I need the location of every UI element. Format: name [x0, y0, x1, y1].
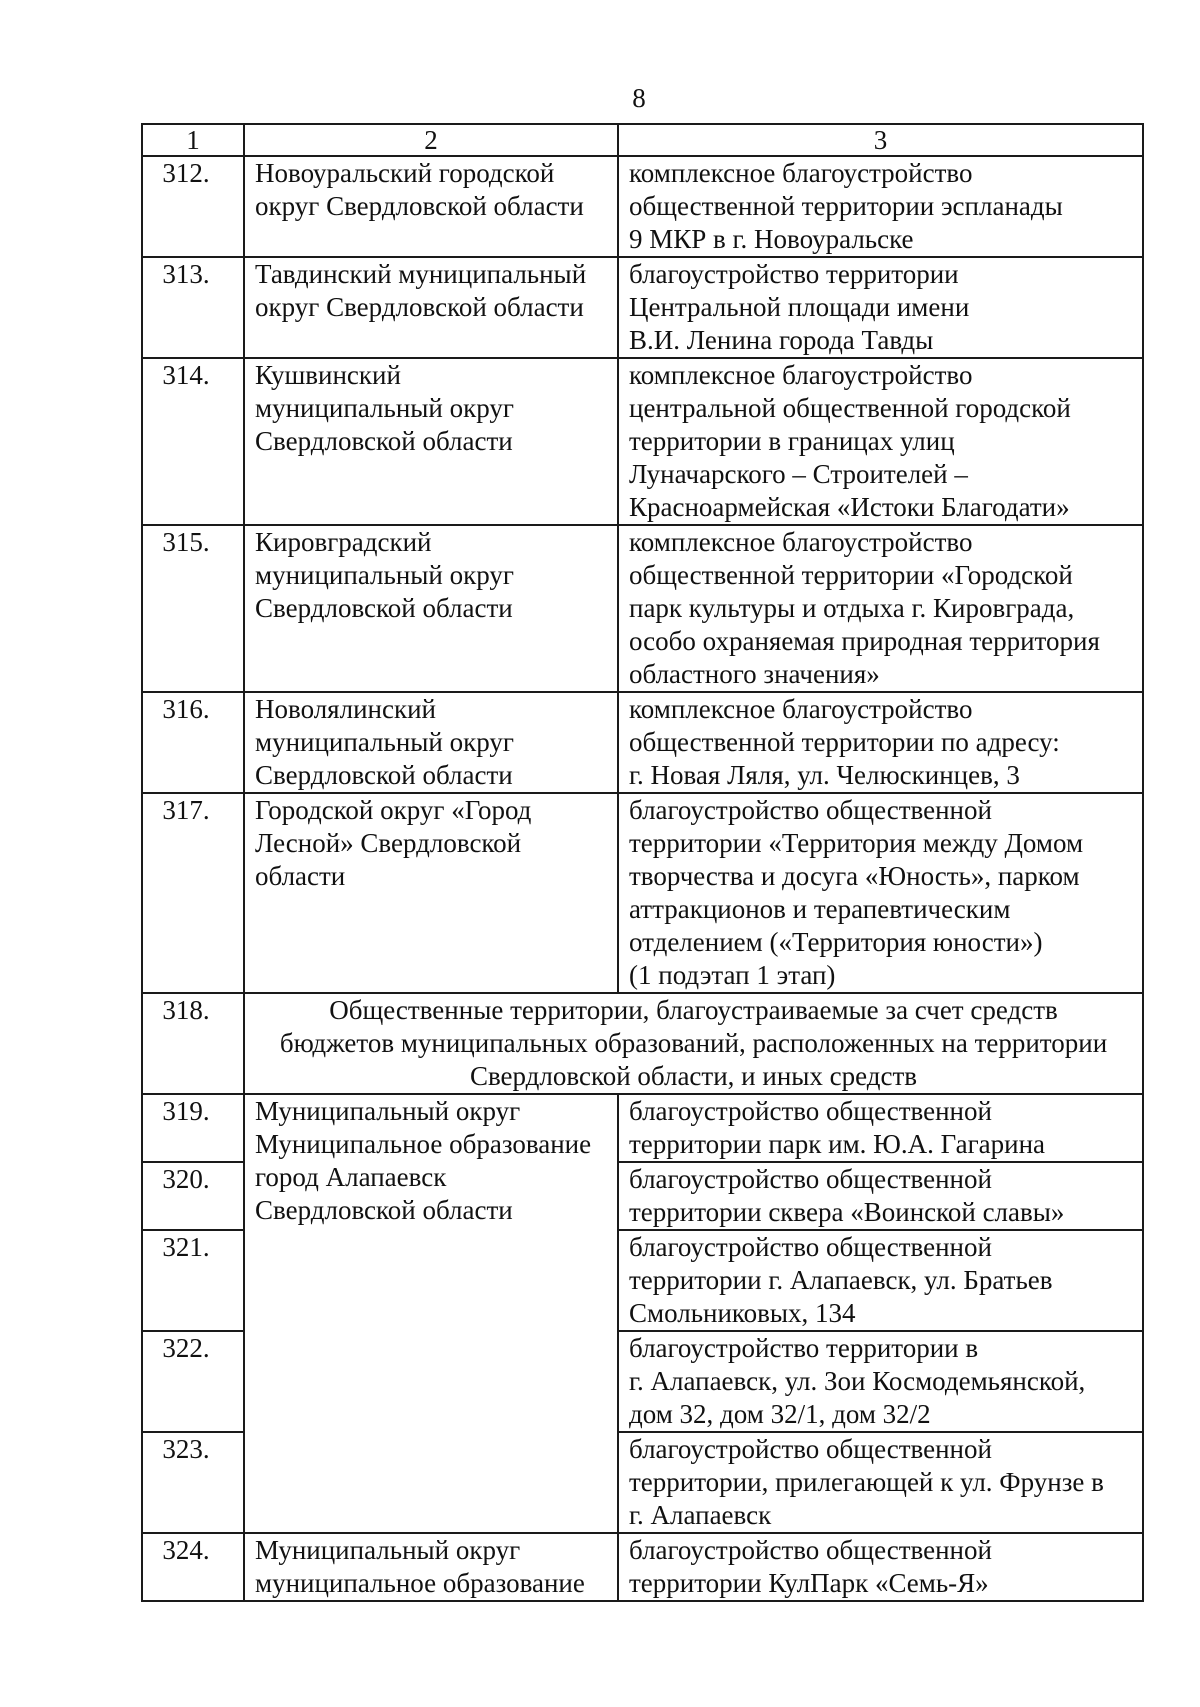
- row-number: 320.: [142, 1162, 244, 1230]
- municipality-line: город Алапаевск: [255, 1162, 447, 1192]
- territory-cell: [618, 525, 1143, 692]
- municipality-line: Городской округ «Город: [255, 795, 532, 825]
- municipality-line: округ Свердловской области: [255, 292, 584, 322]
- territory-line: г. Алапаевск, ул. Зои Космодемьянской,: [629, 1366, 1086, 1396]
- table-row: [142, 1094, 1143, 1162]
- row-number: 317.: [142, 793, 244, 993]
- row-number: 315.: [142, 525, 244, 692]
- municipality-line: муниципальное образование: [255, 1568, 585, 1598]
- territory-line: центральной общественной городской: [629, 393, 1071, 423]
- row-number: 312.: [142, 156, 244, 257]
- territory-line: творчества и досуга «Юность», парком: [629, 861, 1080, 891]
- territory-line: особо охраняемая природная территория: [629, 626, 1100, 656]
- territory-cell: [618, 1094, 1143, 1162]
- territory-line: Луначарского – Строителей –: [629, 459, 968, 489]
- municipality-line: Тавдинский муниципальный: [255, 259, 587, 289]
- header-col-1: 1: [142, 124, 244, 156]
- row-number: 318.: [142, 993, 244, 1094]
- territory-line: парк культуры и отдыха г. Кировграда,: [629, 593, 1075, 623]
- territory-line: территории в границах улиц: [629, 426, 955, 456]
- territory-line: г. Новая Ляля, ул. Челюскинцев, 3: [629, 760, 1020, 790]
- municipality-line: Свердловской области: [255, 426, 513, 456]
- territory-line: Центральной площади имени: [629, 292, 970, 322]
- municipality-line: муниципальный округ: [255, 393, 514, 423]
- municipality-line: округ Свердловской области: [255, 191, 584, 221]
- territory-cell: [618, 358, 1143, 525]
- territory-line: областного значения»: [629, 659, 880, 689]
- territory-line: территории КулПарк «Семь-Я»: [629, 1568, 989, 1598]
- municipality-line: Новоуральский городской: [255, 158, 555, 188]
- territory-cell: [618, 1331, 1143, 1432]
- territory-line: территории сквера «Воинской славы»: [629, 1197, 1065, 1227]
- territory-line: комплексное благоустройство: [629, 158, 973, 188]
- municipality-line: Муниципальный округ: [255, 1535, 521, 1565]
- row-number: 324.: [142, 1533, 244, 1601]
- territory-line: территории г. Алапаевск, ул. Братьев: [629, 1265, 1053, 1295]
- territory-line: комплексное благоустройство: [629, 360, 973, 390]
- territory-line: благоустройство общественной: [629, 795, 992, 825]
- municipality-cell: [244, 358, 618, 525]
- section-heading-line: Общественные территории, благоустраиваемые за счет средств: [329, 995, 1058, 1025]
- table-row: [142, 156, 1143, 257]
- table-row: [142, 1533, 1143, 1601]
- row-number: 322.: [142, 1331, 244, 1432]
- section-heading-cell: [244, 993, 1143, 1094]
- table-header-row: [142, 124, 1143, 156]
- table-row: [142, 257, 1143, 358]
- territory-cell: [618, 793, 1143, 993]
- row-number: 314.: [142, 358, 244, 525]
- territory-line: благоустройство общественной: [629, 1096, 992, 1126]
- page-number: 8: [632, 83, 646, 113]
- territory-line: 9 МКР в г. Новоуральске: [629, 224, 914, 254]
- territory-line: комплексное благоустройство: [629, 527, 973, 557]
- territory-line: дом 32, дом 32/1, дом 32/2: [629, 1399, 931, 1429]
- table-row: [142, 692, 1143, 793]
- row-number: 323.: [142, 1432, 244, 1533]
- table-row: [142, 993, 1143, 1094]
- municipality-line: Свердловской области: [255, 593, 513, 623]
- territory-line: территории парк им. Ю.А. Гагарина: [629, 1129, 1046, 1159]
- territory-line: аттракционов и терапевтическим: [629, 894, 1011, 924]
- territories-table: [141, 123, 1144, 1602]
- municipality-line: Муниципальный округ: [255, 1096, 521, 1126]
- row-number: 321.: [142, 1230, 244, 1331]
- territory-line: В.И. Ленина города Тавды: [629, 325, 934, 355]
- territory-line: общественной территории по адресу:: [629, 727, 1060, 757]
- table-row: [142, 358, 1143, 525]
- municipality-cell: [244, 156, 618, 257]
- municipality-line: области: [255, 861, 346, 891]
- territory-line: благоустройство общественной: [629, 1164, 992, 1194]
- section-heading-line: Свердловской области, и иных средств: [469, 1061, 918, 1091]
- territory-line: общественной территории «Городской: [629, 560, 1073, 590]
- header-col-3: 3: [618, 124, 1143, 156]
- territory-line: Смольниковых, 134: [629, 1298, 856, 1328]
- municipality-cell: [244, 793, 618, 993]
- territory-line: благоустройство общественной: [629, 1434, 992, 1464]
- row-number: 319.: [142, 1094, 244, 1162]
- municipality-cell: [244, 1533, 618, 1601]
- territory-line: благоустройство общественной: [629, 1535, 992, 1565]
- territory-line: территории, прилегающей к ул. Фрунзе в: [629, 1467, 1104, 1497]
- municipality-cell: [244, 525, 618, 692]
- territory-line: отделением («Территория юности»): [629, 927, 1043, 957]
- territory-cell: [618, 156, 1143, 257]
- table-row: [142, 525, 1143, 692]
- table-row: [142, 793, 1143, 993]
- territory-cell: [618, 692, 1143, 793]
- territory-line: благоустройство территории в: [629, 1333, 979, 1363]
- municipality-cell: [244, 1094, 618, 1533]
- territory-line: территории «Территория между Домом: [629, 828, 1084, 858]
- municipality-line: Лесной» Свердловской: [255, 828, 522, 858]
- section-heading-line: бюджетов муниципальных образований, расположенных на территории: [279, 1028, 1108, 1058]
- municipality-line: Новолялинский: [255, 694, 436, 724]
- territory-line: комплексное благоустройство: [629, 694, 973, 724]
- territory-cell: [618, 1230, 1143, 1331]
- municipality-line: Кировградский: [255, 527, 432, 557]
- municipality-line: Муниципальное образование: [255, 1129, 592, 1159]
- territory-line: Красноармейская «Истоки Благодати»: [629, 492, 1070, 522]
- territory-cell: [618, 1162, 1143, 1230]
- row-number: 313.: [142, 257, 244, 358]
- territory-line: общественной территории эспланады: [629, 191, 1063, 221]
- territory-line: г. Алапаевск: [629, 1500, 772, 1530]
- territory-line: благоустройство общественной: [629, 1232, 992, 1262]
- territory-cell: [618, 1533, 1143, 1601]
- territory-line: благоустройство территории: [629, 259, 959, 289]
- municipality-line: Свердловской области: [255, 1195, 513, 1225]
- municipality-line: Кушвинский: [255, 360, 401, 390]
- header-col-2: 2: [244, 124, 618, 156]
- territory-cell: [618, 1432, 1143, 1533]
- territory-cell: [618, 257, 1143, 358]
- territory-line: (1 подэтап 1 этап): [629, 960, 836, 990]
- row-number: 316.: [142, 692, 244, 793]
- municipality-line: муниципальный округ: [255, 727, 514, 757]
- municipality-line: Свердловской области: [255, 760, 513, 790]
- municipality-cell: [244, 692, 618, 793]
- municipality-cell: [244, 257, 618, 358]
- municipality-line: муниципальный округ: [255, 560, 514, 590]
